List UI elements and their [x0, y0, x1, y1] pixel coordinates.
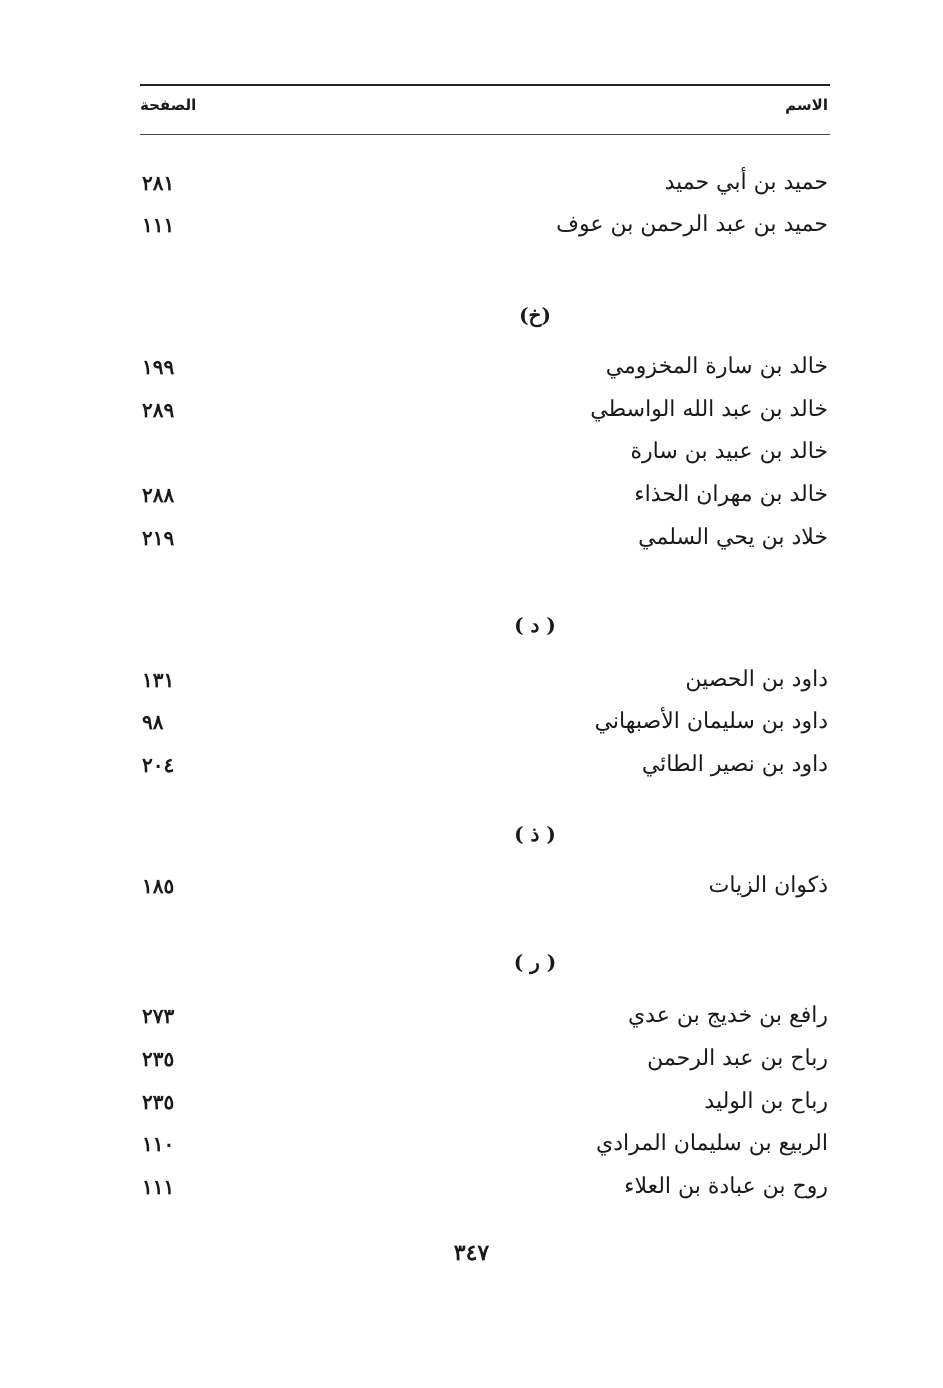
- entry-page: ٢٣٥: [142, 1047, 175, 1071]
- entry-name: الربيع بن سليمان المرادي: [595, 1131, 828, 1156]
- entry-page: ٢٨٨: [142, 483, 175, 507]
- index-entry: [140, 745, 830, 785]
- entry-name: خلاد بن يحي السلمي: [638, 525, 828, 550]
- index-entry: [140, 205, 830, 245]
- index-entry: [140, 660, 830, 700]
- page-column-header: الصفحة: [140, 96, 197, 114]
- entry-name: رافع بن خديج بن عدي: [627, 1003, 828, 1028]
- entry-name: ذكوان الزيات: [708, 873, 828, 898]
- entry-page: ٢٣٥: [142, 1090, 175, 1114]
- entry-name: خالد بن عبد الله الواسطي: [590, 397, 828, 422]
- entry-page: ٢١٩: [142, 526, 175, 550]
- name-column-header: الاسم: [785, 96, 828, 114]
- index-entry: [140, 347, 830, 387]
- index-entry: [140, 996, 830, 1036]
- index-entry: [140, 1039, 830, 1079]
- index-entry: [140, 702, 830, 742]
- entry-name: داود بن الحصين: [685, 667, 828, 692]
- index-entry: [140, 518, 830, 558]
- index-entry: [140, 1124, 830, 1164]
- entry-page: ١٣١: [142, 668, 175, 692]
- index-entry: [140, 163, 830, 203]
- entry-name: روح بن عبادة بن العلاء: [624, 1174, 828, 1199]
- entry-page: ٢٧٣: [142, 1004, 175, 1028]
- entry-name: خالد بن عبيد بن سارة: [630, 439, 828, 464]
- page-number: ٣٤٧: [453, 1240, 490, 1266]
- table-header: [140, 84, 830, 135]
- section-heading-kha: (خ): [519, 303, 551, 327]
- index-entry: [140, 475, 830, 515]
- section-heading-dhal: ( ذ ): [514, 822, 556, 846]
- entry-page: ١١٠: [142, 1132, 175, 1156]
- index-entry: [140, 866, 830, 906]
- index-entry: [140, 1167, 830, 1207]
- section-heading-ra: ( ر ): [513, 950, 557, 974]
- entry-page: ٩٨: [142, 710, 164, 734]
- index-entry: [140, 390, 830, 430]
- entry-page: ٢٨٩: [142, 398, 175, 422]
- index-entry: [140, 432, 830, 472]
- entry-name: رباح بن عبد الرحمن: [647, 1046, 828, 1071]
- entry-name: خالد بن مهران الحذاء: [634, 482, 828, 507]
- section-heading-dal: ( د ): [514, 613, 556, 637]
- entry-page: ٢٨١: [142, 171, 175, 195]
- entry-page: ١١١: [142, 213, 175, 237]
- entry-name: خالد بن سارة المخزومي: [605, 354, 828, 379]
- entry-page: ٢٠٤: [142, 753, 175, 777]
- entry-name: حميد بن عبد الرحمن بن عوف: [556, 212, 828, 237]
- entry-name: رباح بن الوليد: [704, 1089, 828, 1114]
- entry-page: ١٨٥: [142, 874, 175, 898]
- entry-name: داود بن سليمان الأصبهاني: [594, 709, 828, 734]
- entry-page: ١١١: [142, 1175, 175, 1199]
- entry-page: ١٩٩: [142, 355, 175, 379]
- entry-name: داود بن نصير الطائي: [641, 752, 828, 777]
- index-entry: [140, 1082, 830, 1122]
- entry-name: حميد بن أبي حميد: [664, 170, 828, 195]
